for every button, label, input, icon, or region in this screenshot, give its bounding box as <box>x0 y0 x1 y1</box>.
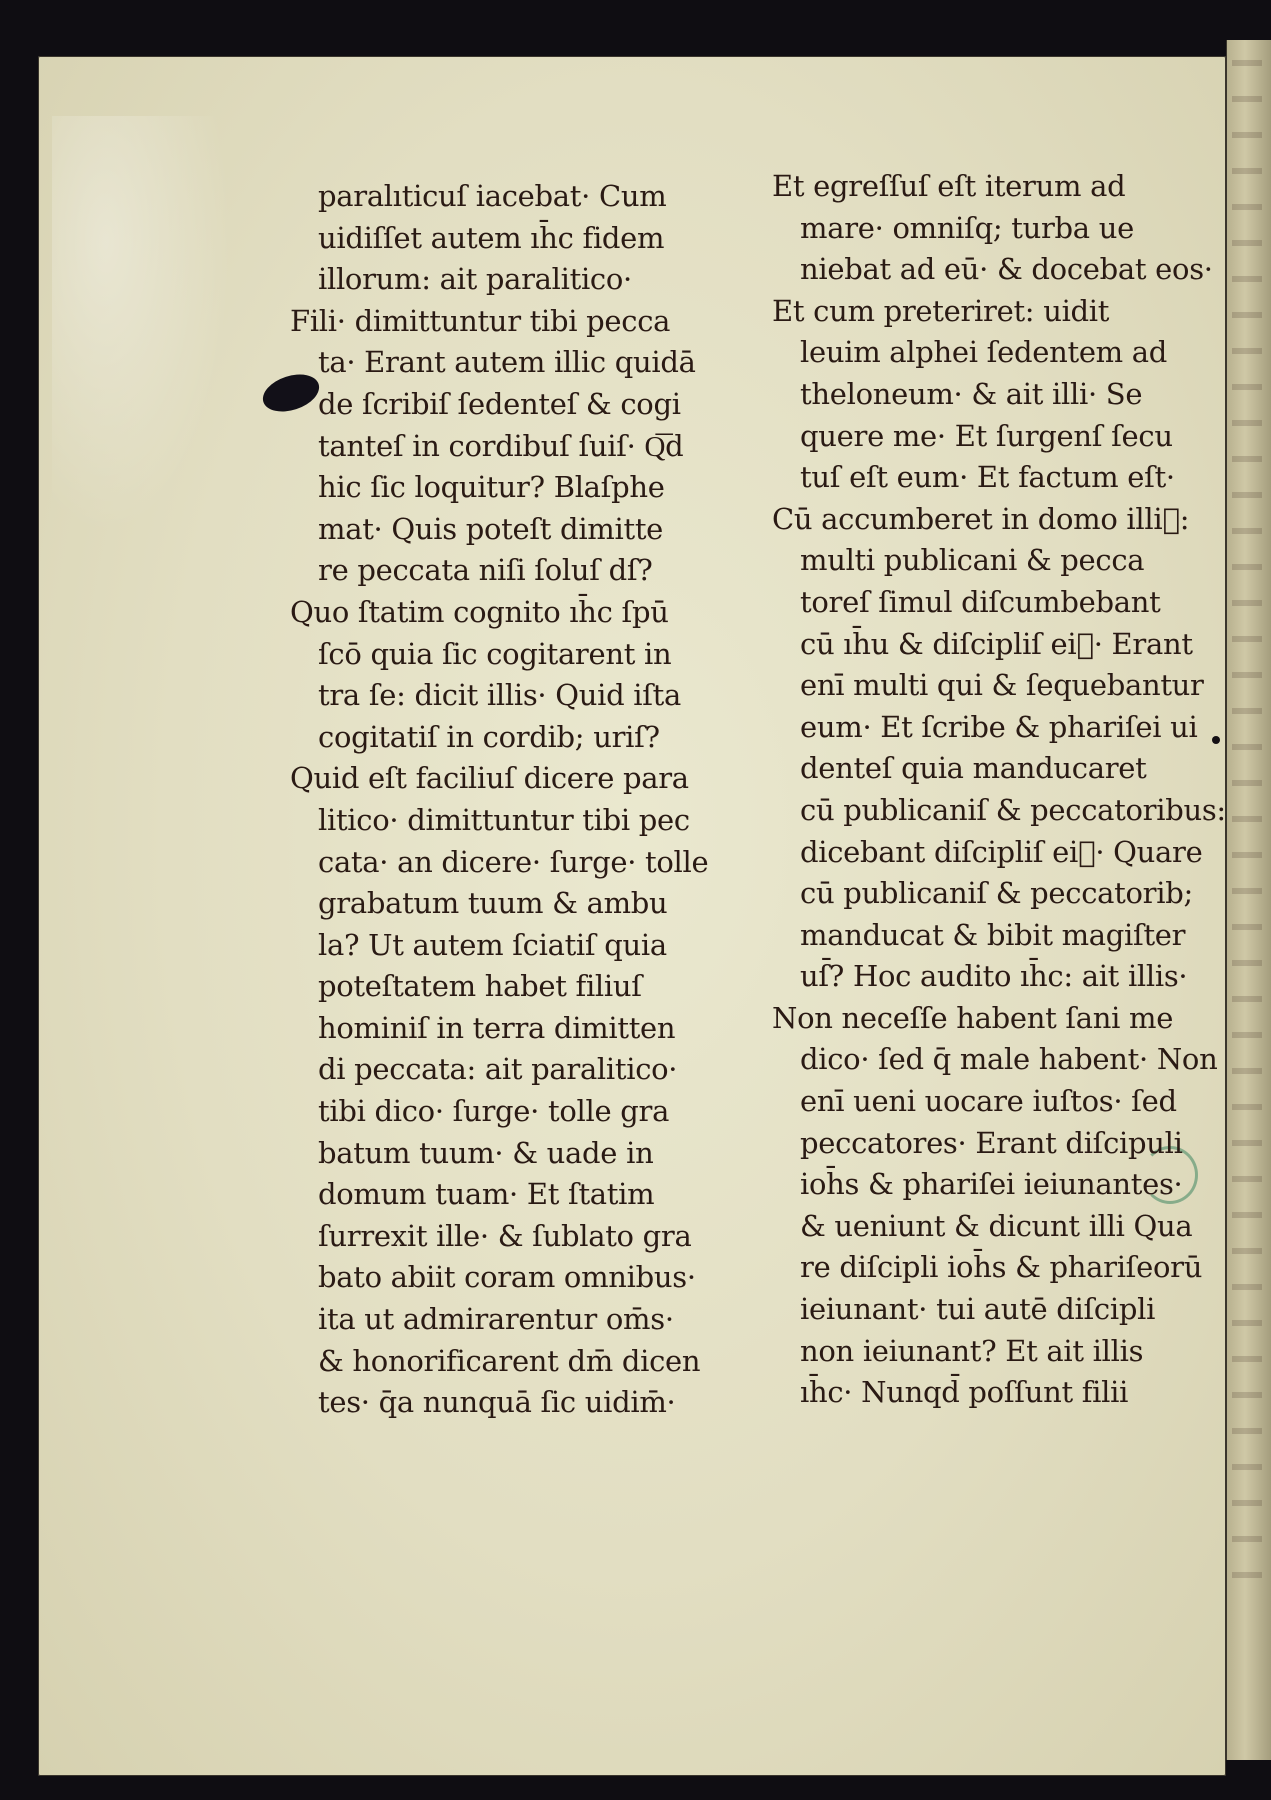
parchment-stain <box>52 116 232 536</box>
text-line: ſcō quia ſic cogitarent in <box>318 636 672 671</box>
text-line: cū ıh̄u & diſcipliſ ei᷑· Erant <box>800 626 1193 661</box>
text-line: ta· Erant autem illic quidā <box>318 345 696 380</box>
text-line: Cū accumberet in domo illi᷑: <box>772 501 1190 536</box>
left-text-column <box>290 176 750 1424</box>
text-line: multi publicani & pecca <box>800 543 1145 578</box>
text-line: tanteſ in cordibuſ ſuiſ· Q͞d <box>318 428 684 463</box>
text-line: cū publicaniſ & peccatoribus: <box>800 792 1226 827</box>
text-line: mare· omniſq; turba ue <box>800 210 1134 245</box>
text-line: Et egreſſuſ eſt iterum ad <box>772 169 1126 203</box>
text-line: ioh̄s & phariſei ieiunantes· <box>800 1167 1183 1202</box>
text-line: leuim alphei ſedentem ad <box>800 335 1168 370</box>
text-line: eum· Et ſcribe & phariſei ui <box>800 709 1198 744</box>
text-line: Et cum preteriret: uidit <box>772 293 1110 328</box>
text-line: ıh̄c· Nunqd̄ poſſunt filii <box>800 1375 1129 1410</box>
text-line: tuſ eſt eum· Et factum eſt· <box>800 460 1175 495</box>
text-line: dico· ſed q̄ male habent· Non <box>800 1042 1218 1077</box>
text-line: enī ueni uocare iuſtos· ſed <box>800 1084 1177 1119</box>
text-line: batum tuum· & uade in <box>318 1135 654 1170</box>
text-line: tibi dico· ſurge· tolle gra <box>318 1094 670 1129</box>
text-line: manducat & bibit magiſter <box>800 917 1186 952</box>
text-line: cata· an dicere· ſurge· tolle <box>318 844 709 879</box>
text-line: grabatum tuum & ambu <box>318 886 668 921</box>
text-line: hic ſic loquitur? Blaſphe <box>318 470 665 505</box>
text-line: paralıticuſ iacebat· Cum <box>318 179 667 213</box>
text-line: cogitatiſ in cordib; uriſ? <box>318 719 660 754</box>
text-line: cū publicaniſ & peccatorib; <box>800 876 1193 911</box>
text-line: peccatores· Erant diſcipuli <box>800 1125 1183 1160</box>
text-line: domum tuam· Et ſtatim <box>318 1177 655 1212</box>
text-line: re diſcipli ioh̄s & phariſeorū <box>800 1250 1203 1285</box>
text-line: dicebant diſcipliſ ei᷑· Quare <box>800 834 1203 869</box>
text-line: uſ̄? Hoc audito ıh̄c: ait illis· <box>800 959 1188 994</box>
text-line: bato abiit coram omnibus· <box>318 1260 696 1295</box>
text-line: ieiunant· tui autē diſcipli <box>800 1292 1156 1327</box>
text-line: mat· Quis poteſt dimitte <box>318 511 664 546</box>
text-line: denteſ quia manducaret <box>800 751 1147 786</box>
text-line: hominiſ in terra dimitten <box>318 1010 676 1045</box>
text-line: quere me· Et ſurgenſ ſecu <box>800 418 1173 453</box>
text-line: illorum: ait paralitico· <box>318 262 632 297</box>
text-line: uidiſſet autem ıh̄c fidem <box>318 220 665 255</box>
text-line: Quo ſtatim cognito ıh̄c ſpū <box>290 594 669 629</box>
text-line: de ſcribiſ ſedenteſ & cogi <box>318 386 681 421</box>
text-line: niebat ad eū· & docebat eos· <box>800 252 1213 287</box>
text-line: & honorificarent dm̄ dicen <box>318 1343 701 1378</box>
text-line: tra ſe: dicit illis· Quid iſta <box>318 678 682 713</box>
text-line: theloneum· & ait illi· Se <box>800 376 1143 411</box>
text-line: enī multi qui & ſequebantur <box>800 668 1204 703</box>
text-line: Fili· dimittuntur tibi pecca <box>290 303 671 338</box>
margin-dot <box>1212 736 1220 744</box>
text-line: Non neceſſe habent ſani me <box>772 1000 1174 1035</box>
text-line: di peccata: ait paralitico· <box>318 1052 678 1087</box>
text-line: Quid eſt faciliuſ dicere para <box>290 761 689 796</box>
text-line: ſurrexit ille· & ſublato gra <box>318 1218 692 1253</box>
text-line: poteſtatem habet filiuſ <box>318 969 642 1004</box>
text-line: litico· dimittuntur tibi pec <box>318 802 690 837</box>
text-line: tes· q̄a nunquā ſic uidim̄· <box>318 1385 676 1420</box>
text-line: & ueniunt & dicunt illi Qua <box>800 1208 1193 1243</box>
text-line: ita ut admirarentur om̄s· <box>318 1302 674 1337</box>
text-line: la? Ut autem ſciatiſ quia <box>318 927 667 962</box>
text-line: toreſ ſimul diſcumbebant <box>800 584 1161 619</box>
right-text-column <box>772 166 1226 1414</box>
adjacent-page-text-strip <box>1232 60 1262 1580</box>
text-line: re peccata niſi ſoluſ dſ? <box>318 553 653 588</box>
text-line: non ieiunant? Et ait illis <box>800 1333 1144 1368</box>
